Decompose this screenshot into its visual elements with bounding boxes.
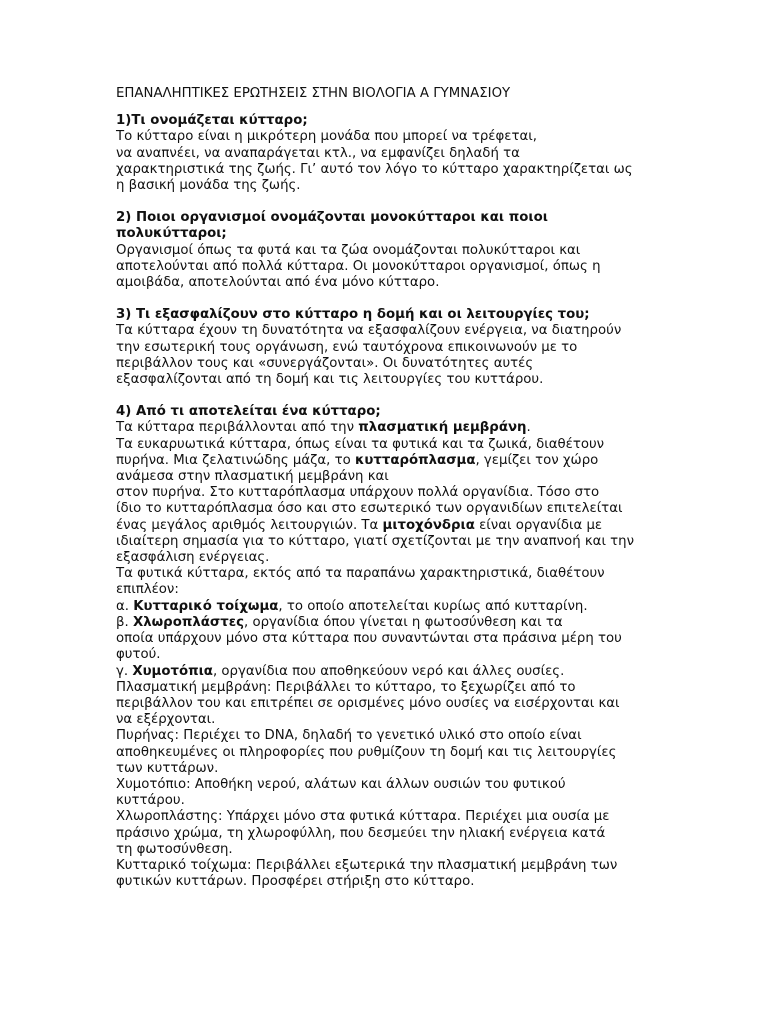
answer-line: κυττάρου. [116,793,185,809]
answer-line: εξασφαλίζονται από τη δομή και τις λειτουργίες του κυττάρου. [116,372,544,388]
answer-line: Χυμοτόπιο: Αποθήκη νερού, αλάτων και άλλων ουσιών του φυτικού [116,776,566,792]
term-cell-wall: Κυτταρικό τοίχωμα [133,598,279,614]
answer-line: αποθηκευμένες οι πληροφορίες που ρυθμίζουν τη δομή και τις λειτουργίες [116,744,617,760]
answer-line: Χλωροπλάστης: Υπάρχει μόνο στα φυτικά κύτταρα. Περιέχει μια ουσία με [116,809,610,825]
question-4: 4) Από τι αποτελείται ένα κύτταρο; [116,404,381,420]
answer-text: ένας μεγάλος αριθμός λειτουργιών. Τα [116,517,383,533]
list-item-a [116,599,648,615]
answer-line: ανάμεσα στην πλασματική μεμβράνη και [116,469,389,485]
answer-line: φυτού. [116,647,161,663]
answer-line: να αναπνέει, να αναπαράγεται κτλ., να εμφανίζει δηλαδή τα [116,145,520,161]
answer-line [116,453,648,469]
answer-line: αποτελούνται από πολλά κύτταρα. Οι μονοκύτταροι οργανισμοί, όπως η [116,258,601,274]
answer-line: Το κύτταρο είναι η μικρότερη μονάδα που μπορεί να τρέφεται, [116,129,537,145]
list-item-c [116,664,648,680]
answer-text: πυρήνα. Μια ζελατινώδης μάζα, το [116,452,355,468]
list-marker: γ. [116,663,133,679]
answer-text: . [526,420,531,436]
question-2: 2) Ποιοι οργανισμοί ονομάζονται μονοκύτταροι και ποιοι [116,210,548,226]
answer-line: Κυτταρικό τοίχωμα: Περιβάλλει εξωτερικά την πλασματική μεμβράνη των [116,857,618,873]
answer-text: , γεμίζει τον χώρο [475,452,599,468]
answer-line: χαρακτηριστικά της ζωής. Γι’ αυτό τον λόγο το κύτταρο χαρακτηρίζεται ως [116,161,633,177]
answer-text: , οργανίδια όπου γίνεται η φωτοσύνθεση και τα [244,614,563,630]
answer-line: περιβάλλον τους και «συνεργάζονται». Οι δυνατότητες αυτές [116,355,534,371]
document-body [116,86,648,890]
answer-line: Οργανισμοί όπως τα φυτά και τα ζώα ονομάζονται πολυκύτταροι και [116,242,581,258]
answer-line: αμοιβάδα, αποτελούνται από ένα μόνο κύτταρο. [116,275,440,291]
answer-line: Τα φυτικά κύτταρα, εκτός από τα παραπάνω χαρακτηριστικά, διαθέτουν [116,566,605,582]
answer-line: η βασική μονάδα της ζωής. [116,178,301,194]
list-marker: α. [116,598,134,614]
term-vacuoles: Χυμοτόπια [132,663,213,679]
answer-line: Πλασματική μεμβράνη: Περιβάλλει το κύτταρο, το ξεχωρίζει από το [116,679,576,695]
list-marker: β. [116,614,133,630]
document-title: ΕΠΑΝΑΛΗΠΤΙΚΕΣ ΕΡΩΤΗΣΕΙΣ ΣΤΗΝ ΒΙΟΛΟΓΙΑ Α ΓΥΜΝΑΣΙΟΥ [116,86,511,101]
answer-line: ίδιο το κυτταρόπλασμα όσο και στο εσωτερικό των οργανιδίων επιτελείται [116,501,623,517]
term-chloroplasts: Χλωροπλάστες [132,614,245,630]
answer-text: είναι οργανίδια με [474,517,603,533]
answer-line: των κυττάρων. [116,760,219,776]
answer-line: να εξέρχονται. [116,712,216,728]
question-3: 3) Τι εξασφαλίζουν στο κύτταρο η δομή και οι λειτουργίες του; [116,307,590,323]
answer-line: εξασφάλιση ενέργειας. [116,550,270,566]
answer-line [116,518,648,534]
answer-line: την εσωτερική τους οργάνωση, ενώ ταυτόχρονα επικοινωνούν με το [116,339,578,355]
term-cytoplasm: κυτταρόπλασμα [354,452,476,468]
answer-line [116,420,648,436]
answer-line: στον πυρήνα. Στο κυτταρόπλασμα υπάρχουν πολλά οργανίδια. Τόσο στο [116,485,600,501]
answer-line: επιπλέον: [116,582,179,598]
answer-line: περιβάλλον του και επιτρέπει σε ορισμένες μόνο ουσίες να εισέρχονται και [116,695,620,711]
term-mitochondria: μιτοχόνδρια [382,517,475,533]
question-2-continued: πολυκύτταροι; [116,226,227,242]
answer-line: ιδιαίτερη σημασία για το κύτταρο, γιατί σχετίζονται με την αναπνοή και την [116,533,635,549]
answer-line: τη φωτοσύνθεση. [116,841,233,857]
answer-text: Τα κύτταρα περιβάλλονται από την [116,420,359,436]
answer-text: , οργανίδια που αποθηκεύουν νερό και άλλες ουσίες. [212,663,565,679]
answer-line: Τα ευκαρυωτικά κύτταρα, όπως είναι τα φυτικά και τα ζωικά, διαθέτουν [116,436,605,452]
list-item-b [116,615,648,631]
answer-line: οποία υπάρχουν μόνο στα κύτταρα που συναντώνται στα πράσινα μέρη του [116,631,622,647]
answer-line: πράσινο χρώμα, τη χλωροφύλλη, που δεσμεύει την ηλιακή ενέργεια κατά [116,825,606,841]
term-plasma-membrane: πλασματική μεμβράνη [358,420,527,436]
answer-line: Τα κύτταρα έχουν τη δυνατότητα να εξασφαλίζουν ενέργεια, να διατηρούν [116,323,622,339]
answer-line: Πυρήνας: Περιέχει το DNA, δηλαδή το γενετικό υλικό στο οποίο είναι [116,728,582,744]
answer-text: , το οποίο αποτελείται κυρίως από κυτταρίνη. [278,598,588,614]
question-1: 1)Τι ονομάζεται κύτταρο; [116,113,308,129]
answer-line: φυτικών κυττάρων. Προσφέρει στήριξη στο κύτταρο. [116,874,475,890]
